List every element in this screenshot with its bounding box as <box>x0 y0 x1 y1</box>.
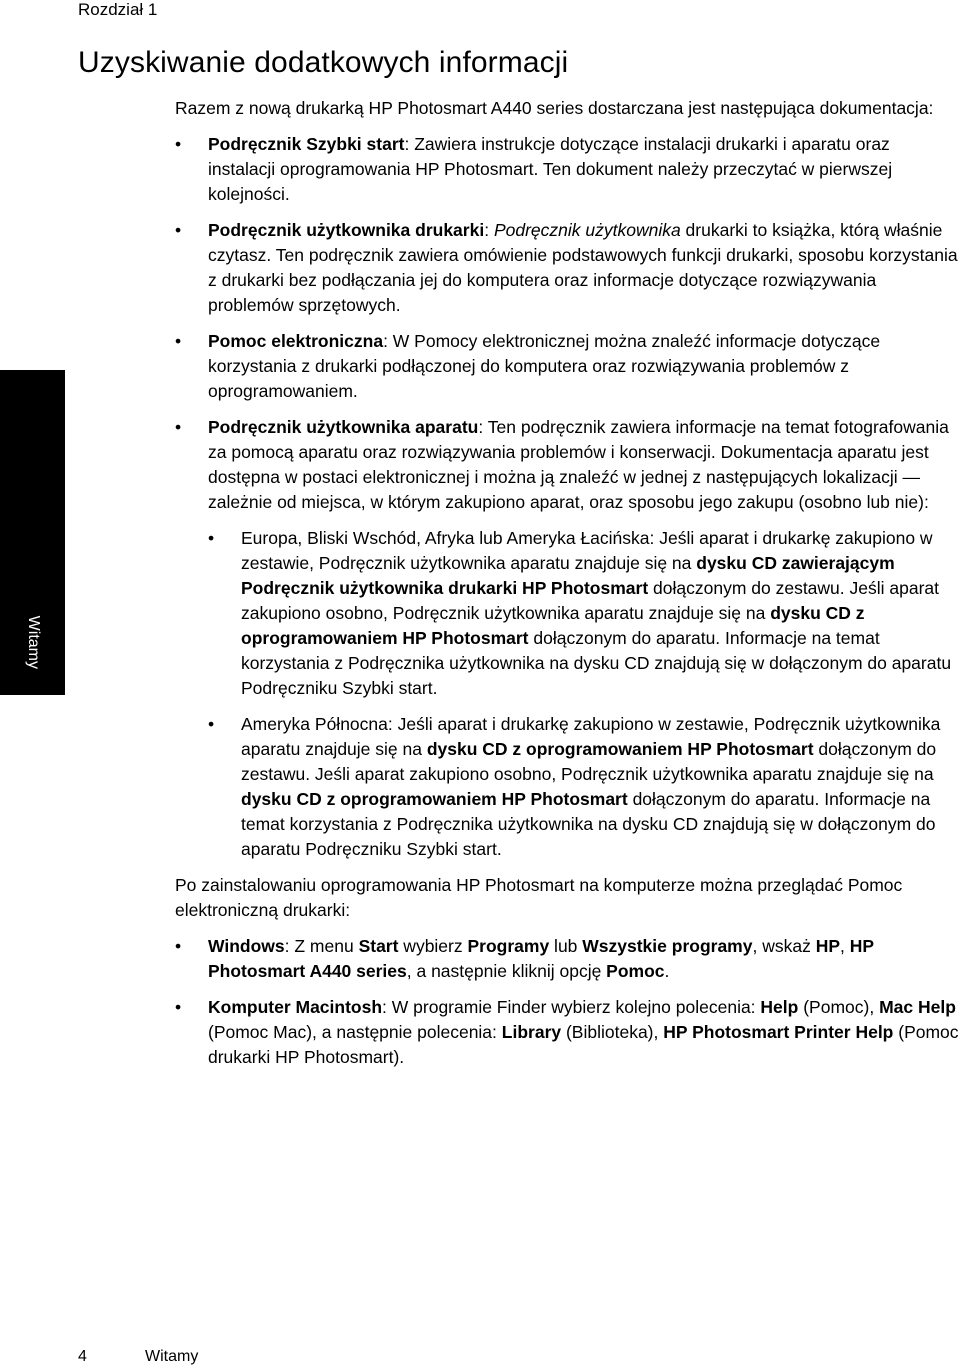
os-bold: Komputer Macintosh <box>208 997 383 1017</box>
os-text: , a następnie kliknij opcję <box>406 961 607 981</box>
os-bold: Windows <box>208 936 285 956</box>
os-text: : Z menu <box>284 936 359 956</box>
item-term: Podręcznik użytkownika aparatu <box>208 417 479 437</box>
sub-text: dołączonym do aparatu. Informacje na temat korzystania z Podręcznika użytkownika na dysku CD znajdują się w dołączonym do aparatu Podręczniku Szybki start. <box>241 789 936 859</box>
item-term: Podręcznik użytkownika drukarki <box>208 220 485 240</box>
sub-text: Europa, Bliski Wschód, Afryka lub Ameryka Łacińska: Jeśli aparat i drukarkę zakupiono w zestawie, Podręcznik użytkownika aparatu znajduje się na <box>241 528 933 573</box>
item-text: : Ten podręcznik zawiera informacje na temat fotografowania za pomocą aparatu oraz rozwiązywania problemów i konserwacji. Dokumentacja aparatu jest dostępna w postaci elektronicznej i można ją znaleźć w jednej z następujących lokalizacji — zależnie od miejsca, w którym zakupiono aparat, oraz sposobu jego zakupu (osobno lub nie): <box>208 417 949 512</box>
footer-section-label: Witamy <box>145 1348 199 1365</box>
list-item <box>175 329 960 404</box>
item-text: : W Pomocy elektronicznej można znaleźć informacje dotyczące korzystania z drukarki podłączonej do komputera oraz rozwiązywania problemów z oprogramowaniem. <box>208 331 881 401</box>
list-item <box>175 995 960 1070</box>
item-term: Pomoc elektroniczna <box>208 331 384 351</box>
item-text: drukarki to książka, którą właśnie czytasz. Ten podręcznik zawiera omówienie podstawowych funkcji drukarki, sposobu korzystania z drukarki bez podłączania jej do komputera oraz informacje dotyczące rozwiązywania problemów sprzętowych. <box>208 220 958 315</box>
location-sublist <box>208 526 960 862</box>
os-bold: Wszystkie programy <box>582 936 753 956</box>
item-text: : <box>484 220 494 240</box>
os-bold: Programy <box>467 936 550 956</box>
os-bold: HP <box>815 936 840 956</box>
list-item <box>175 415 960 862</box>
os-text: (Pomoc drukarki HP Photosmart). <box>208 1022 959 1067</box>
os-bold: Pomoc <box>606 961 665 981</box>
side-tab-label: Witamy <box>24 615 42 669</box>
os-bold: Start <box>358 936 399 956</box>
section-side-tab <box>0 370 65 695</box>
os-text: , wskaż <box>752 936 816 956</box>
os-text: , <box>840 936 850 956</box>
os-text: (Pomoc), <box>798 997 880 1017</box>
main-content <box>175 96 960 1081</box>
os-bold: HP Photosmart Printer Help <box>663 1022 894 1042</box>
sub-text: Ameryka Północna: Jeśli aparat i drukarkę zakupiono w zestawie, Podręcznik użytkownika aparatu znajduje się na <box>241 714 941 759</box>
item-italic: Podręcznik użytkownika <box>493 220 681 240</box>
item-term: Podręcznik Szybki start <box>208 134 405 154</box>
documentation-list <box>175 132 960 862</box>
os-text: (Biblioteka), <box>561 1022 664 1042</box>
sub-bold: dysku CD z oprogramowaniem HP Photosmart <box>241 789 628 809</box>
list-item <box>175 934 960 984</box>
sub-text: dołączonym do aparatu. Informacje na temat korzystania z Podręcznika użytkownika na dysku CD znajdują się w dołączonym do aparatu Podręczniku Szybki start. <box>241 628 952 698</box>
os-text: wybierz <box>398 936 468 956</box>
sublist-item <box>208 712 960 862</box>
os-bold: HP Photosmart A440 series <box>208 936 874 981</box>
chapter-label: Rozdział 1 <box>78 0 158 19</box>
os-text: (Pomoc Mac), a następnie polecenia: <box>208 1022 502 1042</box>
os-text: lub <box>549 936 583 956</box>
os-bold: Help <box>760 997 799 1017</box>
os-help-list <box>175 934 960 1070</box>
os-bold: Library <box>501 1022 562 1042</box>
list-item <box>175 132 960 207</box>
page-title: Uzyskiwanie dodatkowych informacji <box>78 46 569 79</box>
intro-paragraph: Razem z nową drukarką HP Photosmart A440 series dostarczana jest następująca dokumentacja: <box>175 98 934 118</box>
sublist-item <box>208 526 960 701</box>
after-paragraph: Po zainstalowaniu oprogramowania HP Photosmart na komputerze można przeglądać Pomoc elektroniczną drukarki: <box>175 875 903 920</box>
sub-text: dołączonym do zestawu. Jeśli aparat zakupiono osobno, Podręcznik użytkownika aparatu znajduje się na <box>241 739 937 784</box>
sub-text: dołączonym do zestawu. Jeśli aparat zakupiono osobno, Podręcznik użytkownika aparatu znajduje się na <box>241 578 939 623</box>
list-item <box>175 218 960 318</box>
sub-bold: dysku CD z oprogramowaniem HP Photosmart <box>426 739 814 759</box>
os-bold: Mac Help <box>879 997 956 1017</box>
sub-bold: dysku CD zawierającym Podręcznik użytkownika drukarki HP Photosmart <box>241 553 895 598</box>
item-text: : Zawiera instrukcje dotyczące instalacji drukarki i aparatu oraz instalacji oprogramowania HP Photosmart. Ten dokument należy przeczytać w pierwszej kolejności. <box>208 134 893 204</box>
os-text: . <box>664 961 670 981</box>
page-number: 4 <box>78 1348 87 1365</box>
os-text: : W programie Finder wybierz kolejno polecenia: <box>382 997 761 1017</box>
sub-bold: dysku CD z oprogramowaniem HP Photosmart <box>241 603 865 648</box>
